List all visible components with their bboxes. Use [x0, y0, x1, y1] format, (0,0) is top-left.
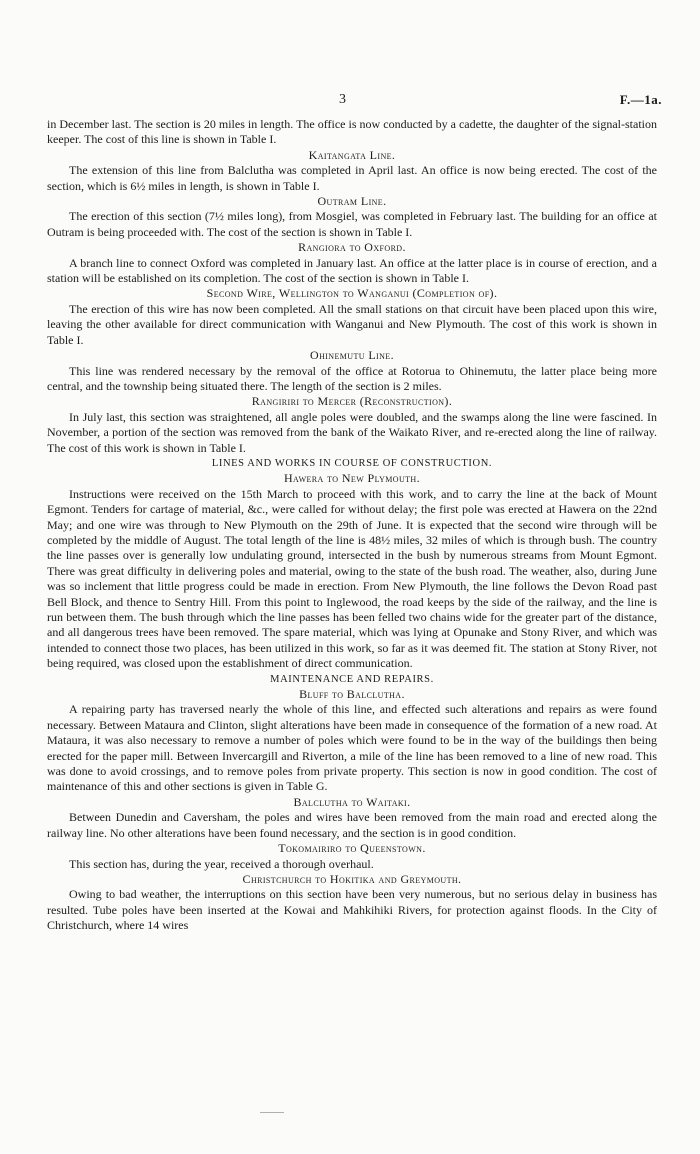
heading-second-wire: Second Wire, Wellington to Wanganui (Completion of). [206, 286, 498, 301]
heading-tokomairiro: Tokomairiro to Queenstown. [278, 841, 426, 856]
heading-christchurch: Christchurch to Hokitika and Greymouth. [242, 871, 462, 886]
paragraph-continued: in December last. The section is 20 miles in length. The office is now conducted by a cadette, the daughter of the signal-station keeper. The cost of this line is shown in Table I. [47, 117, 657, 147]
heading-maintenance: MAINTENANCE AND REPAIRS. [270, 673, 434, 685]
heading-ohinemutu: Ohinemutu Line. [310, 348, 394, 363]
paragraph-kaitangata: The extension of this line from Balclutha was completed in April last. An office is now being erected. The cost of the section, which is 6½ miles in length, is shown in Table I. [47, 163, 657, 193]
heading-balclutha: Balclutha to Waitaki. [293, 794, 411, 809]
paragraph-ohinemutu: This line was rendered necessary by the removal of the office at Rotorua to Ohinemutu, the latter place being more central, and the township being situated there. The length of the section is 2 miles. [47, 363, 657, 393]
heading-outram: Outram Line. [317, 194, 387, 209]
document-body [47, 117, 657, 934]
heading-rangiriri: Rangiriri to Mercer (Reconstruction). [251, 394, 453, 409]
paragraph-rangiriri: In July last, this section was straightened, all angle poles were doubled, and the swamps along the line were fascined. In November, a portion of the section was removed from the bank of the Waikato River, and re-erected along the line of railway. The cost of this work is shown in Table I. [47, 409, 657, 455]
page-number: 3 [339, 92, 346, 107]
paragraph-christchurch: Owing to bad weather, the interruptions on this section have been very numerous, but no serious delay in business has resulted. Tube poles have been inserted at the Kowai and Mahkihiki Rivers, for protection against floods. In the City of Christchurch, where 14 wires [47, 887, 657, 933]
heading-construction: LINES AND WORKS IN COURSE OF CONSTRUCTION. [211, 457, 493, 469]
paragraph-bluff: A repairing party has traversed nearly the whole of this line, and effected such alterations and repairs as were found necessary. Between Mataura and Clinton, slight alterations have been made in consequence of the formation of a new road. At Mataura, it was also necessary to remove a number of poles which were found to be in the way of the buildings then being erected for the paper mill. Between Invercargill and Riverton, a mile of the line has been removed to a line of new road. This was done to avoid crossings, and to remove poles from private property. This section is now in good condition. The cost of maintenance of this and other sections is given in Table G. [47, 702, 657, 794]
heading-hawera: Hawera to New Plymouth. [283, 471, 421, 486]
paragraph-tokomairiro: This section has, during the year, received a thorough overhaul. [69, 856, 374, 871]
paragraph-second-wire: The erection of this wire has now been completed. All the small stations on that circuit have been placed upon this wire, leaving the other available for direct communication with Wanganui and New Plymouth. The cost of this work is shown in Table I. [47, 301, 657, 347]
heading-kaitangata: Kaitangata Line. [308, 147, 396, 162]
document-reference: F.—1a. [619, 92, 662, 107]
footer-rule [260, 1112, 284, 1113]
paragraph-outram: The erection of this section (7½ miles long), from Mosgiel, was completed in February last. The building for an office at Outram is being proceeded with. The cost of the section is shown in Table I. [47, 209, 657, 239]
heading-rangiora: Rangiora to Oxford. [298, 240, 406, 255]
paragraph-rangiora: A branch line to connect Oxford was completed in January last. An office at the latter place is in course of erection, and a station will be established on its completion. The cost of the section is shown in Table I. [47, 255, 657, 286]
paragraph-hawera: Instructions were received on the 15th March to proceed with this work, and to carry the line at the back of Mount Egmont. Tenders for cartage of material, &c., were called for without delay; the first pole was erected at Hawera on the 22nd May; and one wire was through to New Plymouth on the 29th of June. It is expected that the second wire through will be completed by the middle of August. The total length of the line is 48½ miles, 32 miles of which is through bush. The country the line passes over is generally low undulating ground, intersected in the bush by numerous streams from Mount Egmont. There was great difficulty in delivering poles and material, owing to the state of the bush road. The weather, also, during June was so inclement that little progress could be made in erection. From New Plymouth, the line follows the Devon Road past Bell Block, and thence to Sentry Hill. From this point to Inglewood, the road keeps by the side of the railway, and the line is run between them. The bush through which the line passes has been felled two chains wide for the greater part of the distance, and all dangerous trees have been removed. The spare material, which was lying at Opunake and Stony River, and which was intended to connect those two places, has been utilized in this work, so far as it was deemed fit. The station at Stony River, not being required, was closed upon the establishment of direct communication. [47, 486, 657, 671]
paragraph-balclutha: Between Dunedin and Caversham, the poles and wires have been removed from the main road and erected along the railway line. No other alterations have been found necessary, and the section is in good condition. [47, 810, 657, 840]
heading-bluff: Bluff to Balclutha. [299, 687, 405, 702]
